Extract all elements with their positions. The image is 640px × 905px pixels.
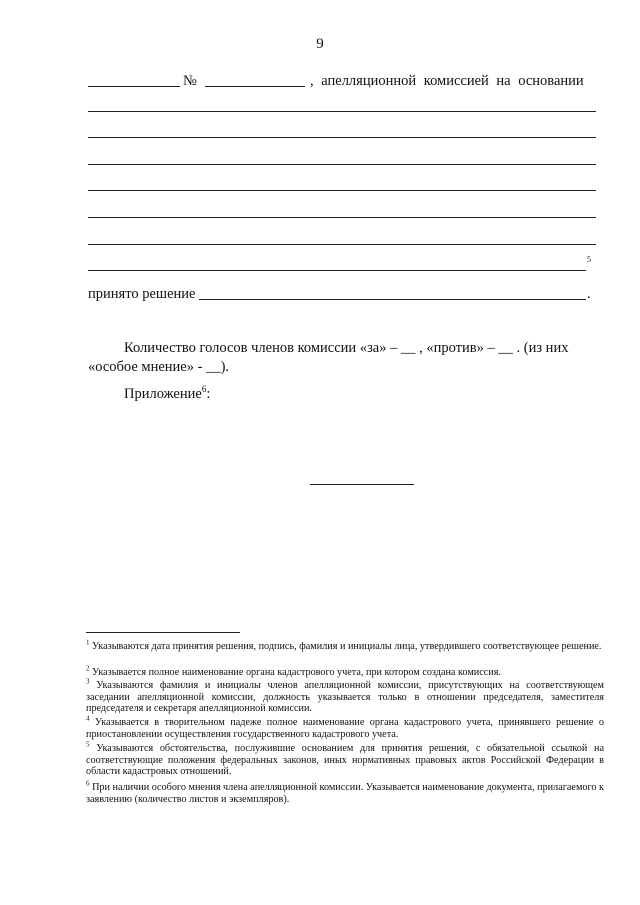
votes-line-2: «особое мнение» - __). (88, 359, 230, 375)
decision-blank-line (199, 299, 586, 300)
footnote-1: $^1$ Указываются дата принятия решения, подпись, фамилия и инициалы лица, утвердившего соответствующее решение. (86, 638, 602, 652)
grounds-blank-line (88, 190, 596, 191)
grounds-blank-line (88, 244, 596, 245)
signature-line (310, 484, 414, 485)
footnote-2: $^2$ Указывается полное наименование органа кадастрового учета, при котором создана комиссия. (86, 664, 501, 678)
grounds-blank-line (88, 164, 596, 165)
votes-line-1: Количество голосов членов комиссии «за» – __ , «против» – __ . (из них (124, 340, 569, 356)
date-blank-line (88, 86, 180, 87)
grounds-blank-line (88, 270, 586, 271)
footnote-ref-5: 5 (587, 255, 591, 264)
footnote-separator (86, 632, 240, 633)
footnote-5: $^5$ Указываются обстоятельства, послужившие основанием для принятия решения, с обязательной ссылкой на соответствующие положения федеральных законов, иных нормативных правовых актов Российской Федерации в области кадастровых отношений. (86, 740, 605, 777)
number-sign: № (183, 73, 197, 89)
grounds-blank-line (88, 217, 596, 218)
attachment-label: Приложение$^6$: (124, 384, 211, 402)
header-line-text: , апелляционной комиссией на основании (310, 73, 584, 89)
footnote-4: $^4$ Указывается в творительном падеже полное наименование органа кадастрового учета, принявшего решение о приостановлении осуществления государственного кадастрового учета. (86, 714, 605, 740)
grounds-blank-line (88, 111, 596, 112)
decision-period: . (587, 286, 591, 302)
footnote-3: $^3$ Указываются фамилия и инициалы членов апелляционной комиссии, присутствующих на соответствующем заседании апелляционной комиссии, должность указывается только в отношении председателя, заместителя председателя и секретаря апелляционной комиссии. (86, 677, 604, 714)
page-number: 9 (316, 36, 324, 52)
footnote-6: $^6$ При наличии особого мнения члена апелляционной комиссии. Указывается наименование документа, прилагаемого к заявлению (количество листов и экземпляров). (86, 779, 605, 805)
grounds-blank-line (88, 137, 596, 138)
number-blank-line (205, 86, 305, 87)
decision-label: принято решение (88, 286, 196, 302)
